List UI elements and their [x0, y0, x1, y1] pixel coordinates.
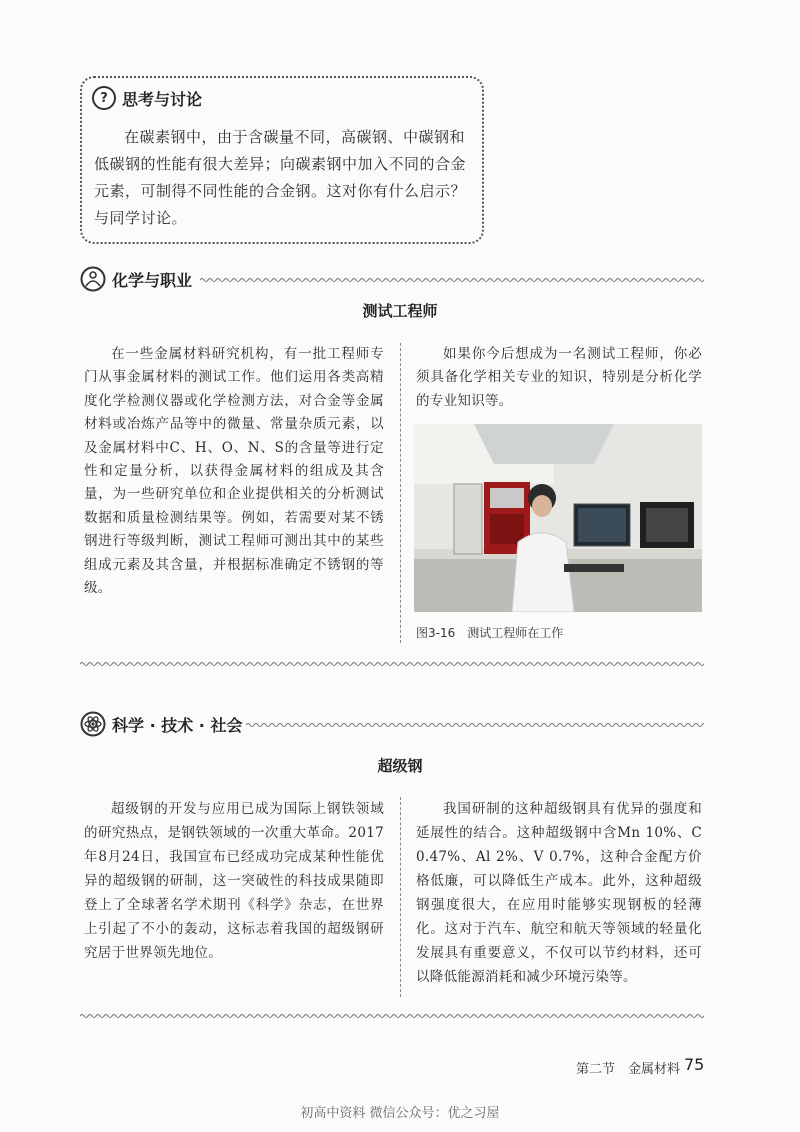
discussion-paragraph: 在碳素钢中，由于含碳量不同，高碳钢、中碳钢和低碳钢的性能有很大差异；向碳素钢中加入不同的合金元素，可制得不同性能的合金钢。这对你有什么启示？与同学讨论。	[94, 128, 467, 227]
career-divider	[200, 276, 704, 284]
discussion-text	[94, 124, 474, 232]
footer-section-label: 第二节 金属材料	[576, 1062, 681, 1077]
career-section-header	[80, 266, 192, 292]
discussion-header	[92, 86, 202, 110]
science-right-text: 我国研制的这种超级钢具有优异的强度和延展性的结合。这种超级钢中含Mn 10%、C 0.47%、Al 2%、V 0.7%，这种合金配方价格低廉，可以降低生产成本。此外，这种超级钢强度很大，在应用时能够实现钢板的轻薄化。这对于汽车、航空和航天等领域的轻量化发展具有重要意义，不仅可以节约材料，还可以降低能源消耗和减少环境污染等。	[416, 801, 702, 985]
career-title: 测试工程师	[362, 302, 438, 320]
science-title: 超级钢	[377, 757, 423, 775]
lab-illustration	[414, 424, 702, 612]
science-column-divider	[400, 797, 401, 997]
career-column-divider	[400, 343, 401, 643]
atom-icon	[80, 711, 106, 737]
career-icon	[80, 266, 106, 292]
career-bottom-divider	[80, 660, 704, 668]
career-right-column	[416, 343, 702, 413]
science-bottom-divider	[80, 1012, 704, 1020]
science-left-text: 超级钢的开发与应用已成为国际上钢铁领域的研究热点，是钢铁领域的一次重大革命。2017年8月24日，我国宣布已经成功完成某种性能优异的超级钢的研制，这一突破性的科技成果随即登上了全球著名学术期刊《科学》杂志，在世界上引起了不小的轰动，这标志着我国的超级钢研究居于世界领先地位。	[84, 801, 384, 961]
science-section-header	[80, 711, 242, 737]
career-right-text: 如果你今后想成为一名测试工程师，你必须具备化学相关专业的知识，特别是分析化学的专业知识等。	[416, 346, 702, 409]
figure-caption: 图3-16 测试工程师在工作	[416, 626, 564, 640]
page-number: 75	[684, 1055, 705, 1074]
discussion-title: 思考与讨论	[122, 89, 203, 109]
science-section-title: 科学 · 技术 · 社会	[112, 715, 243, 735]
question-icon: ?	[92, 86, 116, 110]
engineer-photo	[414, 424, 702, 612]
career-left-column	[84, 343, 384, 600]
science-divider	[246, 721, 704, 729]
career-section-title: 化学与职业	[112, 270, 193, 290]
science-left-column	[84, 797, 384, 965]
science-right-column	[416, 797, 702, 989]
career-left-text: 在一些金属材料研究机构，有一批工程师专门从事金属材料的测试工作。他们运用各类高精度化学检测仪器或化学检测方法，对合金等金属材料或冶炼产品等中的微量、常量杂质元素，以及金属材料中C、H、O、N、S的含量等进行定性和定量分析，以获得金属材料的组成及其含量，为一些研究单位和企业提供相关的分析测试数据和质量检测结果等。例如，若需要对某不锈钢进行等级判断，测试工程师可测出其中的某些组成元素及其含量，并根据标准确定不锈钢的等级。	[84, 346, 384, 597]
watermark-text: 初高中资料 微信公众号：优之习屋	[300, 1106, 500, 1121]
